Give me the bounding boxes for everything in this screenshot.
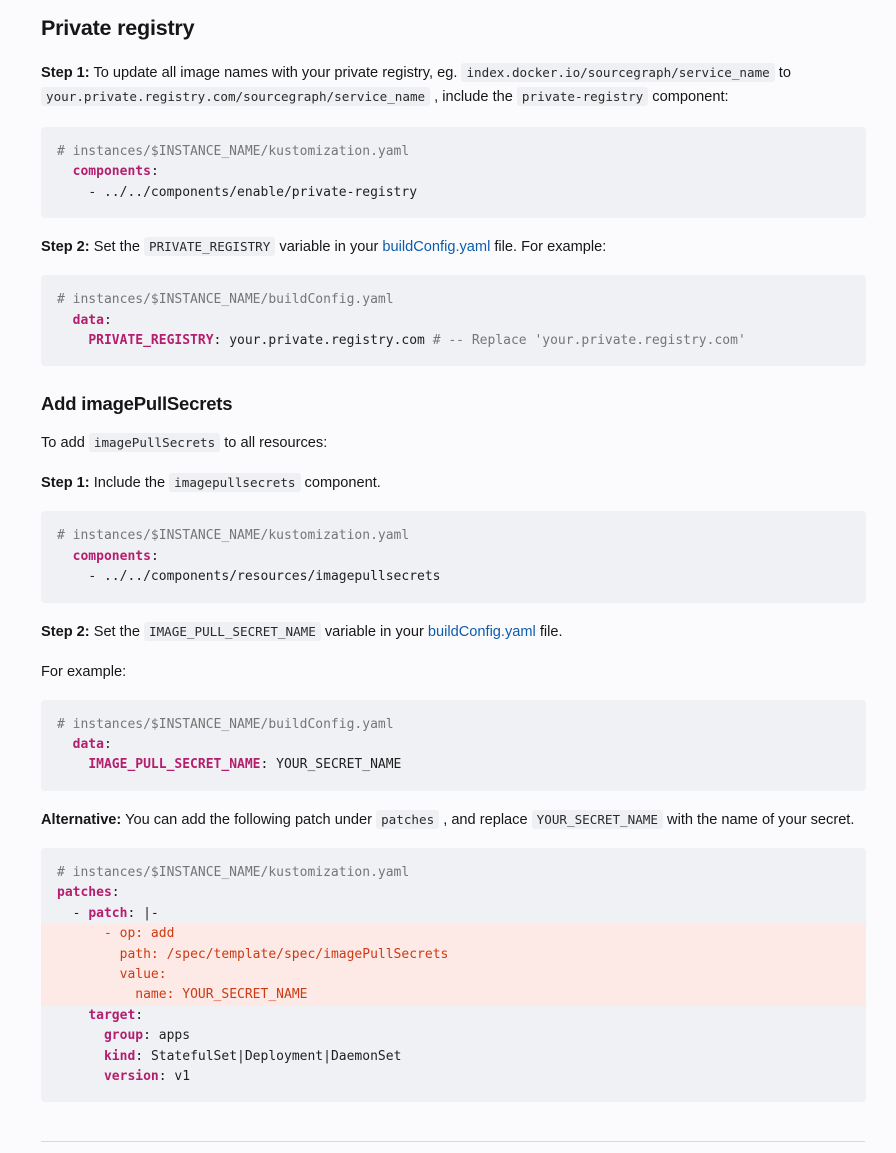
step-label: Step 1: [41,475,90,492]
inline-code: imagePullSecrets [89,433,220,452]
section-divider [41,1141,865,1142]
diff-removed-line: - op: add [41,924,866,944]
private-registry-step1: Step 1: To update all image names with your private registry, eg. index.docker.io/sourcegraph/service_name to your.private.registry.com/sourcegraph/service_name , include the private-registry component: [41,65,791,105]
code-block-patches[interactable]: # instances/$INSTANCE_NAME/kustomization.yaml patches: - patch: |- - op: add path: /spec/template/spec/imagePullSecrets value: name: YOUR_SECRET_NAME target: group: apps kind: StatefulSet|Deployment|DaemonSet version: v1 [41,848,866,1102]
inline-code: patches [376,810,439,829]
step-label: Step 2: [41,623,90,640]
code-block-buildconfig-pullsecret[interactable]: # instances/$INSTANCE_NAME/buildConfig.yaml data: IMAGE_PULL_SECRET_NAME: YOUR_SECRET_NAME [41,700,866,791]
diff-removed-line: path: /spec/template/spec/imagePullSecrets [41,945,866,965]
buildconfig-link[interactable]: buildConfig.yaml [382,239,491,256]
for-example-text: For example: [41,663,127,680]
code-block-kustomization-registry[interactable]: # instances/$INSTANCE_NAME/kustomization.yaml components: - ../../components/enable/private-registry [41,127,866,218]
inline-code: index.docker.io/sourcegraph/service_name [461,63,774,82]
private-registry-step2: Step 2: Set the PRIVATE_REGISTRY variable in your buildConfig.yaml file. For example: [41,239,607,256]
diff-removed-line: name: YOUR_SECRET_NAME [41,985,866,1005]
image-pull-secrets-step1: Step 1: Include the imagepullsecrets component. [41,475,381,492]
buildconfig-link[interactable]: buildConfig.yaml [427,623,536,640]
inline-code: imagepullsecrets [169,473,300,492]
inline-code: PRIVATE_REGISTRY [144,237,275,256]
inline-code: private-registry [517,87,648,106]
step-label: Step 2: [41,239,90,256]
private-registry-heading: Private registry [41,16,195,40]
alternative-label: Alternative: [41,811,122,828]
image-pull-secrets-heading: Add imagePullSecrets [41,393,233,415]
image-pull-secrets-step2: Step 2: Set the IMAGE_PULL_SECRET_NAME variable in your buildConfig.yaml file. [41,623,563,640]
diff-removed-line: value: [41,965,866,985]
alternative-paragraph: Alternative: You can add the following patch under patches , and replace YOUR_SECRET_NAME with the name of your secret. [41,811,855,828]
inline-code: YOUR_SECRET_NAME [532,810,663,829]
inline-code: IMAGE_PULL_SECRET_NAME [144,622,321,641]
code-block-kustomization-pullsecrets[interactable]: # instances/$INSTANCE_NAME/kustomization.yaml components: - ../../components/resources/imagepullsecrets [41,511,866,602]
code-block-buildconfig-registry[interactable]: # instances/$INSTANCE_NAME/buildConfig.yaml data: PRIVATE_REGISTRY: your.private.registry.com # -- Replace 'your.private.registry.com' [41,275,866,366]
image-pull-secrets-intro: To add imagePullSecrets to all resources: [41,435,328,452]
inline-code: your.private.registry.com/sourcegraph/service_name [41,87,430,106]
step-label: Step 1: [41,65,90,81]
